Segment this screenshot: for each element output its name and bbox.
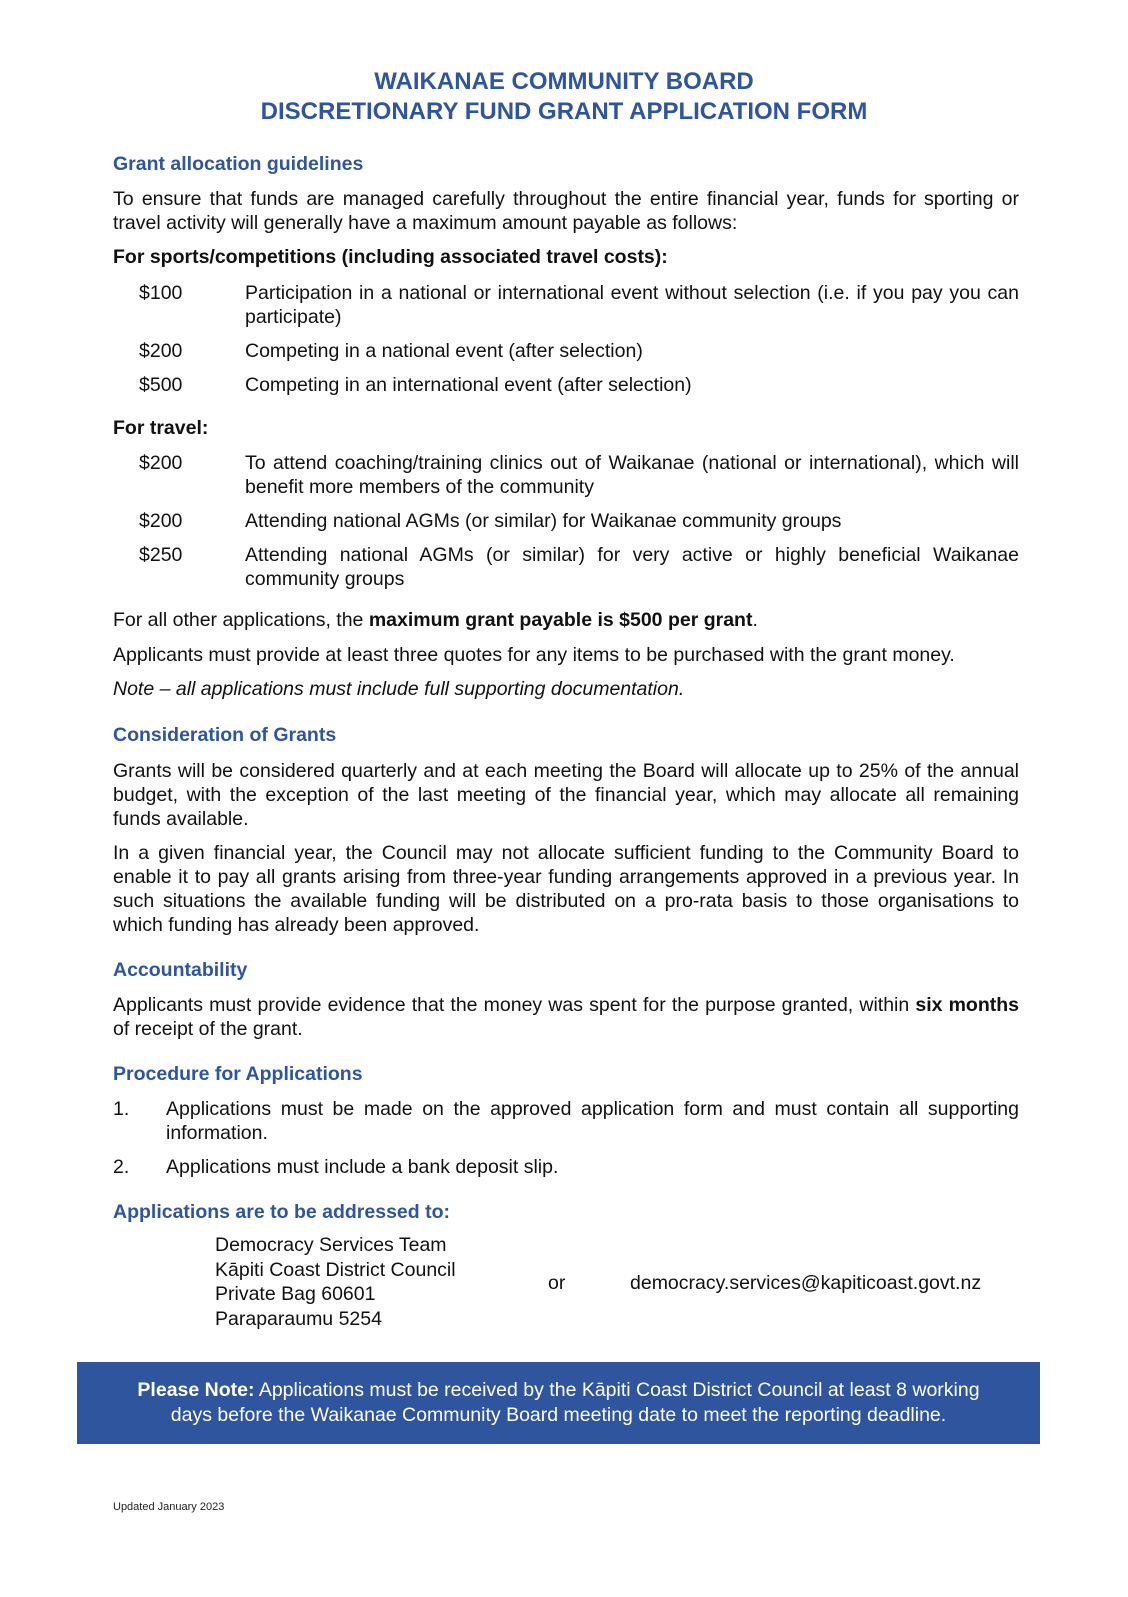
- please-note-banner: [77, 1362, 1040, 1444]
- address-line: Paraparaumu 5254: [215, 1307, 382, 1330]
- sports-item-text: Competing in an international event (after selection): [245, 374, 692, 396]
- travel-subheading: For travel:: [113, 417, 209, 439]
- address-line: Kāpiti Coast District Council: [215, 1258, 456, 1281]
- consideration-paragraph-2: In a given financial year, the Council may not allocate sufficient funding to the Community Board to enable it to pay all grants arising from three-year funding arrangements approved in a previous year. In such situations the available funding will be distributed on a pro-rata basis to those organisations to which funding has already been approved.: [113, 842, 1019, 936]
- guidelines-heading: Grant allocation guidelines: [113, 153, 364, 175]
- postal-address: [215, 1233, 456, 1331]
- please-note-text-1: Applications must be received by the Kāpiti Coast District Council at least 8 working: [254, 1379, 980, 1401]
- travel-item-amount: $200: [139, 510, 183, 532]
- document-title-line-1: WAIKANAE COMMUNITY BOARD: [374, 68, 754, 95]
- other-applications-text: [113, 608, 1019, 632]
- updated-date: Updated January 2023: [113, 1501, 225, 1513]
- travel-item-text: To attend coaching/training clinics out of Waikanae (national or international), which will benefit more members of the community: [245, 452, 1019, 498]
- address-heading: Applications are to be addressed to:: [113, 1201, 450, 1223]
- accountability-deadline: six months: [915, 994, 1019, 1016]
- max-grant-text: maximum grant payable is $500 per grant: [368, 609, 753, 631]
- sports-item-text: Participation in a national or international event without selection (i.e. if you pay you can participate): [245, 282, 1019, 328]
- sports-item-text: Competing in a national event (after selection): [245, 340, 643, 362]
- other-suffix: .: [752, 609, 758, 631]
- sports-item-amount: $100: [139, 282, 183, 304]
- sports-subheading: For sports/competitions (including associated travel costs):: [113, 246, 668, 268]
- procedure-item-number: 2.: [113, 1156, 130, 1178]
- procedure-item-text: Applications must be made on the approved application form and must contain all supporting information.: [166, 1098, 1019, 1144]
- procedure-heading: Procedure for Applications: [113, 1063, 363, 1085]
- accountability-prefix: Applicants must provide evidence that the money was spent for the purpose granted, within: [113, 994, 916, 1016]
- travel-item-text: Attending national AGMs (or similar) for very active or highly beneficial Waikanae community groups: [245, 544, 1019, 590]
- other-prefix: For all other applications, the: [113, 609, 369, 631]
- consideration-paragraph-1: Grants will be considered quarterly and at each meeting the Board will allocate up to 25% of the annual budget, with the exception of the last meeting of the financial year, which may allocate all remaining funds available.: [113, 760, 1019, 830]
- documentation-note: Note – all applications must include full supporting documentation.: [113, 678, 685, 700]
- address-line: Private Bag 60601: [215, 1283, 376, 1305]
- procedure-item-text: Applications must include a bank deposit slip.: [166, 1156, 559, 1178]
- or-separator: or: [548, 1272, 566, 1294]
- contact-email[interactable]: democracy.services@kapiticoast.govt.nz: [630, 1272, 982, 1294]
- procedure-item-number: 1.: [113, 1098, 130, 1120]
- address-line: Democracy Services Team: [215, 1234, 447, 1256]
- sports-item-amount: $200: [139, 340, 183, 362]
- travel-item-text: Attending national AGMs (or similar) for Waikanae community groups: [245, 510, 842, 532]
- accountability-heading: Accountability: [113, 959, 248, 981]
- document-title-line-2: DISCRETIONARY FUND GRANT APPLICATION FORM: [260, 98, 868, 125]
- quotes-text: Applicants must provide at least three quotes for any items to be purchased with the grant money.: [113, 644, 955, 666]
- please-note-label: Please Note:: [137, 1379, 255, 1401]
- sports-item-amount: $500: [139, 374, 183, 396]
- please-note-line-1: [77, 1378, 1040, 1403]
- travel-item-amount: $200: [139, 452, 183, 474]
- accountability-text: [113, 993, 1019, 1041]
- travel-item-amount: $250: [139, 544, 183, 566]
- consideration-heading: Consideration of Grants: [113, 724, 337, 746]
- guidelines-intro: To ensure that funds are managed carefully throughout the entire financial year, funds for sporting or travel activity will generally have a maximum amount payable as follows:: [113, 188, 1019, 234]
- please-note-line-2: days before the Waikanae Community Board meeting date to meet the reporting deadline.: [170, 1403, 947, 1426]
- accountability-suffix: of receipt of the grant.: [113, 1018, 303, 1040]
